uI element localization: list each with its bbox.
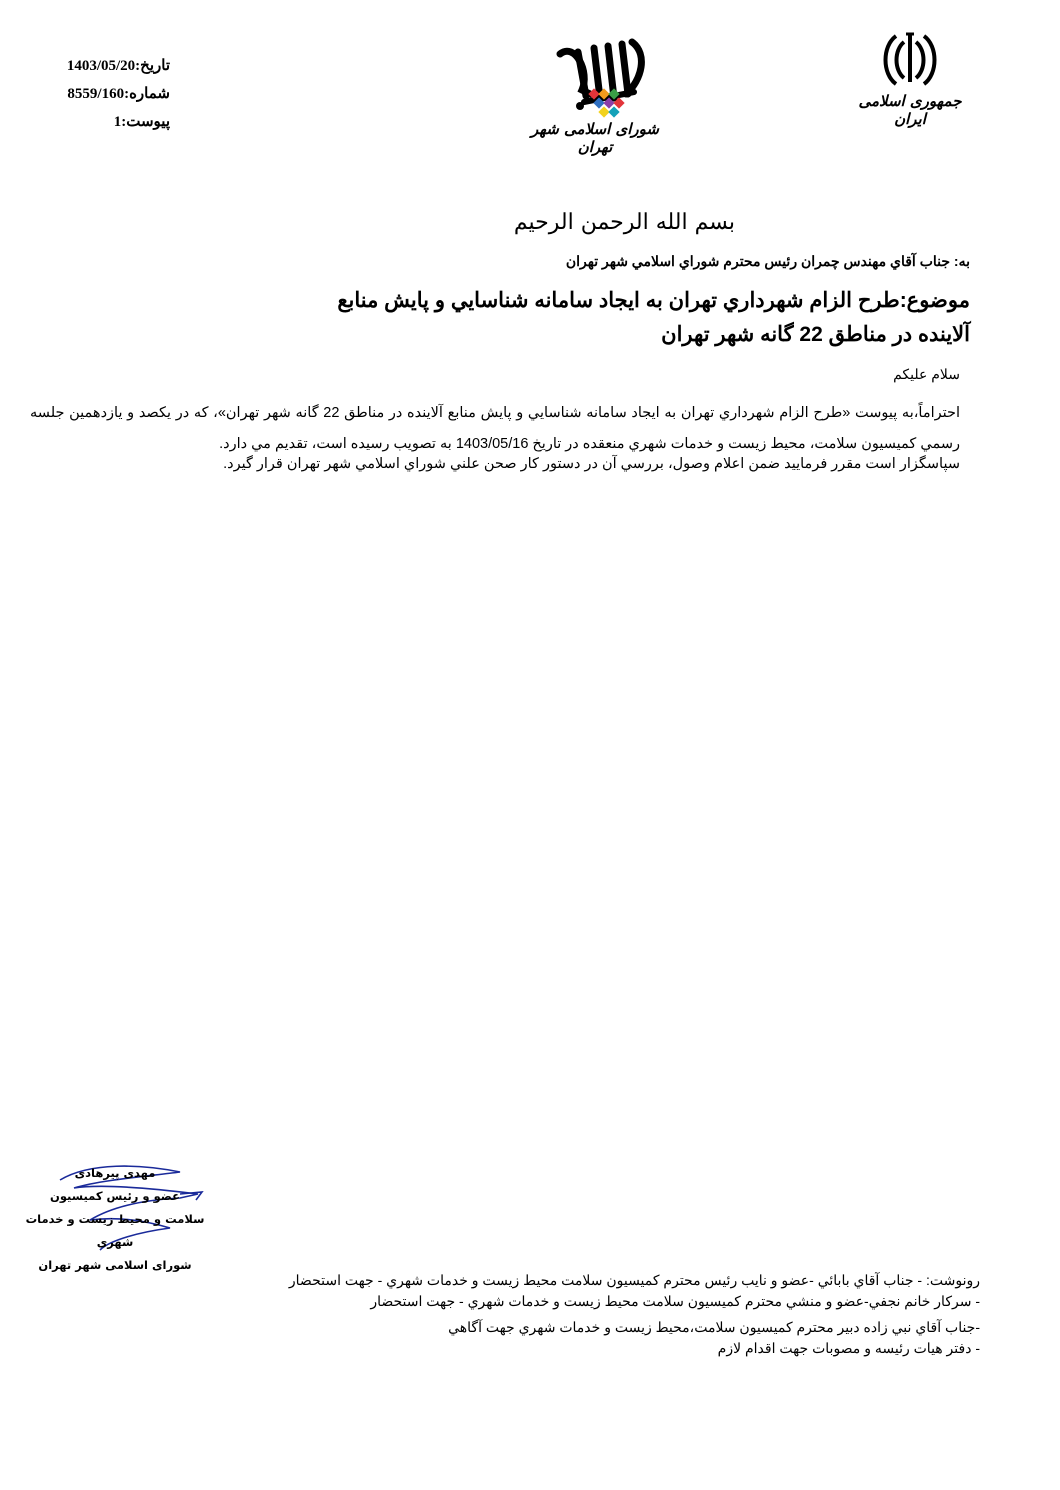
cc-section [240,1270,980,1359]
date-row [40,52,170,80]
iran-emblem-icon [870,28,950,88]
number-label: شماره: [124,86,170,102]
signatory-title-1: عضو و رئیس کمیسیون [50,1189,180,1203]
letter-body: احتراماً،به پيوست «طرح الزام شهرداري تهران به ايجاد سامانه شناسايي و پايش منابع آلاينده در مناطق 22 گانه شهر تهران»، كه در يكصد و يازدهمين جلسه رسمي كميسيون سلامت، محيط زيست و خدمات شهري منعقده در تاريخ 1403/05/16 به تصويب رسيده است، تقديم مي دارد. [30,405,961,452]
recipient-name: جناب آقاي مهندس چمران رئيس محترم شوراي اسلامي شهر تهران [565,253,954,269]
recipient-label: به: [953,253,970,269]
subject-line [300,284,970,352]
cc-item: - سركار خانم نجفي-عضو و منشي محترم كميسيون سلامت محيط زيست و خدمات شهري - جهت استحضار [370,1293,980,1309]
cc-label: رونوشت: [925,1272,980,1288]
signatory-title-3: شورای اسلامی شهر تهران [38,1258,192,1272]
council-caption: شورای اسلامی شهر تهران [531,120,659,156]
signatory-title-2: سلامت و محیط زیست و خدمات شهری [25,1212,205,1249]
signature-block [20,1162,210,1277]
cc-item: - دفتر هيات رئيسه و مصوبات جهت اقدام لازم [717,1340,980,1356]
cc-item: - جناب آقاي بابائي -عضو و نايب رئيس محترم كميسيون سلامت محيط زيست و خدمات شهري - جهت استحضار [288,1272,926,1288]
emblem-caption: جمهوری اسلامی ایران [858,92,962,128]
attachment-label: پيوست: [121,114,170,130]
attachment-row [40,108,170,136]
date-label: تاريخ: [135,58,170,74]
subject-label: موضوع: [899,289,970,312]
subject-text: طرح الزام شهرداري تهران به ايجاد سامانه شناسايي و پايش منابع آلاينده در مناطق 22 گانه شهر تهران [337,289,970,346]
date-value: 1403/05/20 [66,58,136,74]
letter-meta [40,52,170,136]
signatory-name: مهدی پیرهادی [74,1166,156,1180]
cc-item: -جناب آقاي نبي زاده دبير محترم كميسيون سلامت،محيط زيست و خدمات شهري جهت آگاهي [448,1319,980,1335]
salutation: سلام عليكم [893,366,960,382]
cc-line-1 [240,1270,980,1291]
attachment-value: 1 [113,114,122,130]
number-row [40,80,170,108]
recipient-line [400,253,970,270]
number-value: 8559/160 [67,86,125,102]
letter-closing: سپاسگزار است مقرر فرماييد ضمن اعلام وصول، بررسي آن در دستور كار صحن علني شوراي اسلامي شهر تهران قرار گيرد. [223,456,960,472]
basmala: بسم الله الرحمن الرحيم [513,210,735,235]
